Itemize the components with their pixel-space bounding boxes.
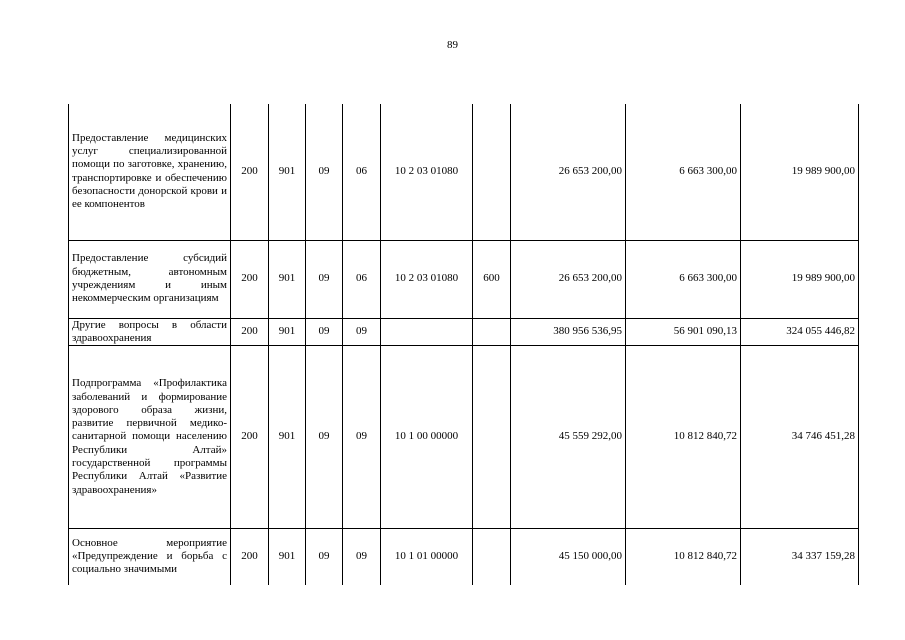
admin-code: 200 [231,346,269,529]
budget-table [68,104,859,585]
target-article-code: 10 1 00 00000 [381,346,473,529]
amount-total: 45 150 000,00 [511,529,626,585]
subsection-code: 09 [343,318,381,346]
amount-third: 19 989 900,00 [741,240,859,318]
table-body [69,104,859,585]
item-name: Предоставление субсидий бюджетным, автономным учреждениям и иным некоммерческим организациям [69,240,231,318]
ministry-code: 901 [269,104,306,240]
amount-total: 26 653 200,00 [511,240,626,318]
ministry-code: 901 [269,318,306,346]
amount-third: 324 055 446,82 [741,318,859,346]
amount-third: 34 746 451,28 [741,346,859,529]
admin-code: 200 [231,529,269,585]
section-code: 09 [306,529,343,585]
admin-code: 200 [231,104,269,240]
item-name: Другие вопросы в области здравоохранения [69,318,231,346]
subsection-code: 09 [343,346,381,529]
section-code: 09 [306,346,343,529]
ministry-code: 901 [269,346,306,529]
amount-second: 10 812 840,72 [626,346,741,529]
amount-second: 6 663 300,00 [626,240,741,318]
amount-second: 6 663 300,00 [626,104,741,240]
section-code: 09 [306,104,343,240]
table-row [69,104,859,240]
table-row [69,529,859,585]
page-number: 89 [447,39,458,51]
admin-code: 200 [231,318,269,346]
table-row [69,346,859,529]
expense-type-code [473,318,511,346]
ministry-code: 901 [269,529,306,585]
subsection-code: 09 [343,529,381,585]
amount-second: 56 901 090,13 [626,318,741,346]
section-code: 09 [306,240,343,318]
expense-type-code: 600 [473,240,511,318]
admin-code: 200 [231,240,269,318]
amount-total: 380 956 536,95 [511,318,626,346]
expense-type-code [473,104,511,240]
target-article-code: 10 2 03 01080 [381,104,473,240]
amount-total: 45 559 292,00 [511,346,626,529]
table-row [69,318,859,346]
subsection-code: 06 [343,240,381,318]
section-code: 09 [306,318,343,346]
amount-third: 19 989 900,00 [741,104,859,240]
target-article-code: 10 1 01 00000 [381,529,473,585]
item-name: Предоставление медицинских услуг специализированной помощи по заготовке, хранению, транспортировке и обеспечению безопасности донорской крови и ее компонентов [69,104,231,240]
subsection-code: 06 [343,104,381,240]
amount-total: 26 653 200,00 [511,104,626,240]
target-article-code: 10 2 03 01080 [381,240,473,318]
ministry-code: 901 [269,240,306,318]
expense-type-code [473,346,511,529]
target-article-code [381,318,473,346]
item-name: Основное мероприятие «Предупреждение и борьба с социально значимыми [69,529,231,585]
amount-third: 34 337 159,28 [741,529,859,585]
item-name: Подпрограмма «Профилактика заболеваний и формирование здорового образа жизни, развитие первичной медико-санитарной помощи населению Республики Алтай» государственной программы Республики Алтай «Развитие здравоохранения» [69,346,231,529]
amount-second: 10 812 840,72 [626,529,741,585]
expense-type-code [473,529,511,585]
table-row [69,240,859,318]
